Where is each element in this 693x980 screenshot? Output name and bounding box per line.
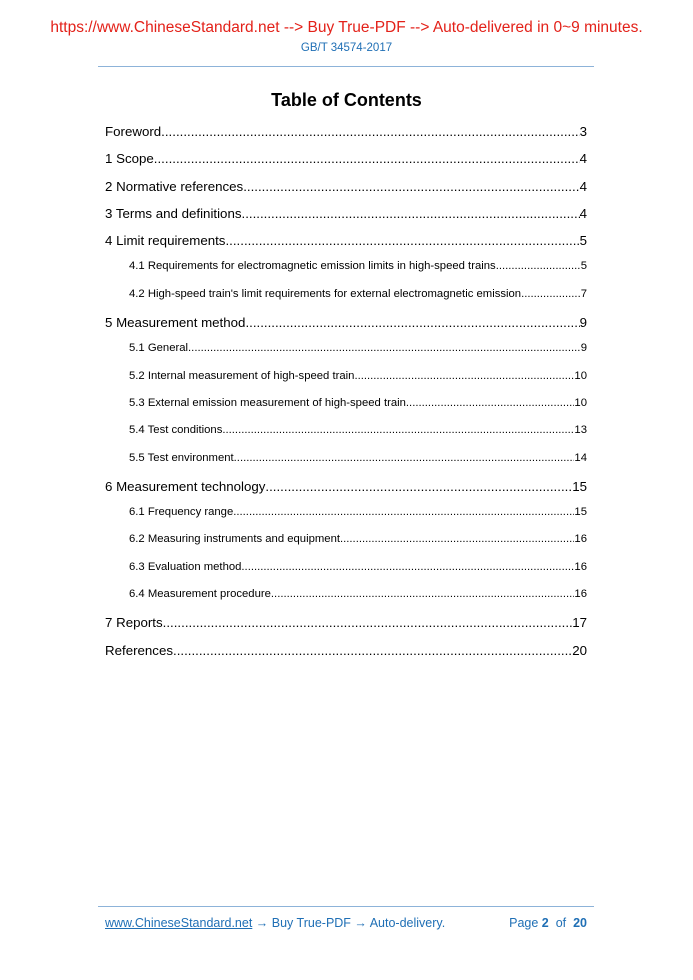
toc-entry[interactable] bbox=[105, 260, 587, 287]
toc-entry-title: 7 Reports bbox=[105, 615, 163, 631]
toc-title: Table of Contents bbox=[271, 90, 422, 110]
toc-entry[interactable] bbox=[105, 424, 587, 451]
footer-promo bbox=[105, 916, 445, 930]
toc-entry-page: 9 bbox=[579, 315, 587, 331]
toc-entry-page: 20 bbox=[572, 642, 587, 658]
toc-dot-leader bbox=[234, 452, 575, 464]
toc-dot-leader bbox=[521, 288, 581, 300]
toc-entry[interactable] bbox=[105, 561, 587, 588]
toc-entry[interactable] bbox=[105, 151, 587, 178]
toc-entry[interactable] bbox=[105, 179, 587, 206]
toc-entry-page: 16 bbox=[574, 588, 587, 601]
page-of: of bbox=[555, 916, 567, 930]
toc-dot-leader bbox=[154, 151, 580, 166]
toc-entry-page: 4 bbox=[579, 151, 587, 167]
footer-site-link[interactable]: www.ChineseStandard.net bbox=[105, 916, 253, 930]
toc-entry[interactable] bbox=[105, 124, 587, 151]
toc-list bbox=[105, 124, 587, 670]
toc-entry[interactable] bbox=[105, 342, 587, 369]
toc-entry-page: 13 bbox=[574, 424, 587, 437]
toc-entry-page: 4 bbox=[579, 178, 587, 194]
toc-entry-title: References bbox=[105, 642, 173, 658]
toc-entry[interactable] bbox=[105, 315, 587, 342]
toc-entry[interactable] bbox=[105, 452, 587, 479]
toc-entry-title: 5.1 General bbox=[129, 342, 189, 355]
toc-entry-page: 10 bbox=[574, 396, 587, 409]
toc-entry-page: 10 bbox=[574, 369, 587, 382]
toc-entry-title: 6 Measurement technology bbox=[105, 478, 266, 494]
toc-entry[interactable] bbox=[105, 533, 587, 560]
page-current: 2 bbox=[541, 916, 549, 930]
toc-entry-title: Foreword bbox=[105, 124, 162, 139]
toc-entry-title: 6.2 Measuring instruments and equipment bbox=[129, 533, 340, 546]
page-label: Page bbox=[509, 916, 539, 930]
toc-entry[interactable] bbox=[105, 206, 587, 233]
toc-entry-title: 6.1 Frequency range bbox=[129, 506, 234, 519]
toc-entry-title: 5 Measurement method bbox=[105, 315, 246, 331]
toc-dot-leader bbox=[242, 206, 580, 221]
header-divider bbox=[98, 66, 594, 67]
toc-entry-page: 4 bbox=[579, 205, 587, 221]
toc-entry[interactable] bbox=[105, 643, 587, 670]
toc-dot-leader bbox=[222, 424, 574, 436]
toc-entry-title: 5.2 Internal measurement of high-speed train bbox=[129, 369, 355, 382]
toc-entry-page: 17 bbox=[572, 615, 587, 631]
toc-entry[interactable] bbox=[105, 233, 587, 260]
toc-entry-title: 6.4 Measurement procedure bbox=[129, 588, 271, 601]
toc-entry-page: 16 bbox=[574, 560, 587, 573]
toc-dot-leader bbox=[163, 615, 573, 630]
toc-entry[interactable] bbox=[105, 479, 587, 506]
toc-dot-leader bbox=[225, 233, 579, 248]
toc-entry-page: 5 bbox=[579, 233, 587, 249]
toc-entry[interactable] bbox=[105, 615, 587, 642]
toc-entry-title: 4 Limit requirements bbox=[105, 233, 226, 249]
toc-entry-title: 1 Scope bbox=[105, 151, 154, 167]
toc-entry[interactable] bbox=[105, 288, 587, 315]
toc-dot-leader bbox=[496, 260, 581, 272]
toc-entry-title: 5.4 Test conditions bbox=[129, 424, 223, 437]
page-total: 20 bbox=[573, 916, 587, 930]
toc-entry[interactable] bbox=[105, 588, 587, 615]
toc-entry-page: 3 bbox=[579, 124, 587, 139]
footer-promo-text: → Buy True-PDF → Auto-delivery. bbox=[252, 916, 446, 930]
toc-entry-page: 14 bbox=[574, 451, 587, 464]
toc-dot-leader bbox=[233, 506, 574, 518]
toc-entry-title: 4.2 High-speed train's limit requirements for external electromagnetic emission bbox=[129, 287, 522, 300]
toc-dot-leader bbox=[161, 124, 579, 139]
toc-entry-page: 9 bbox=[580, 342, 587, 355]
toc-entry-title: 4.1 Requirements for electromagnetic emission limits in high-speed trains bbox=[129, 260, 496, 273]
toc-dot-leader bbox=[188, 342, 581, 354]
toc-entry-title: 6.3 Evaluation method bbox=[129, 560, 242, 573]
toc-dot-leader bbox=[241, 561, 574, 573]
page-indicator bbox=[509, 916, 587, 930]
toc-dot-leader bbox=[354, 370, 574, 382]
toc-entry-title: 5.5 Test environment bbox=[129, 451, 234, 464]
toc-dot-leader bbox=[243, 179, 579, 194]
toc-entry-page: 7 bbox=[580, 287, 587, 300]
toc-dot-leader bbox=[340, 533, 574, 545]
footer bbox=[105, 916, 587, 930]
footer-divider bbox=[98, 906, 594, 907]
standard-number: GB/T 34574-2017 bbox=[300, 42, 393, 54]
toc-dot-leader bbox=[406, 397, 575, 409]
toc-entry[interactable] bbox=[105, 397, 587, 424]
toc-entry-page: 15 bbox=[574, 506, 587, 519]
toc-entry[interactable] bbox=[105, 506, 587, 533]
toc-dot-leader bbox=[173, 643, 572, 658]
toc-entry-title: 2 Normative references bbox=[105, 178, 244, 194]
toc-entry-page: 5 bbox=[580, 260, 587, 273]
header-banner: https://www.ChineseStandard.net --> Buy True-PDF --> Auto-delivered in 0~9 minutes. bbox=[50, 19, 643, 36]
toc-dot-leader bbox=[245, 315, 579, 330]
toc-entry[interactable] bbox=[105, 370, 587, 397]
toc-dot-leader bbox=[271, 588, 575, 600]
toc-entry-title: 5.3 External emission measurement of high-speed train bbox=[129, 396, 406, 409]
toc-entry-page: 15 bbox=[572, 478, 587, 494]
toc-dot-leader bbox=[265, 479, 572, 494]
toc-entry-page: 16 bbox=[574, 533, 587, 546]
toc-entry-title: 3 Terms and definitions bbox=[105, 205, 242, 221]
